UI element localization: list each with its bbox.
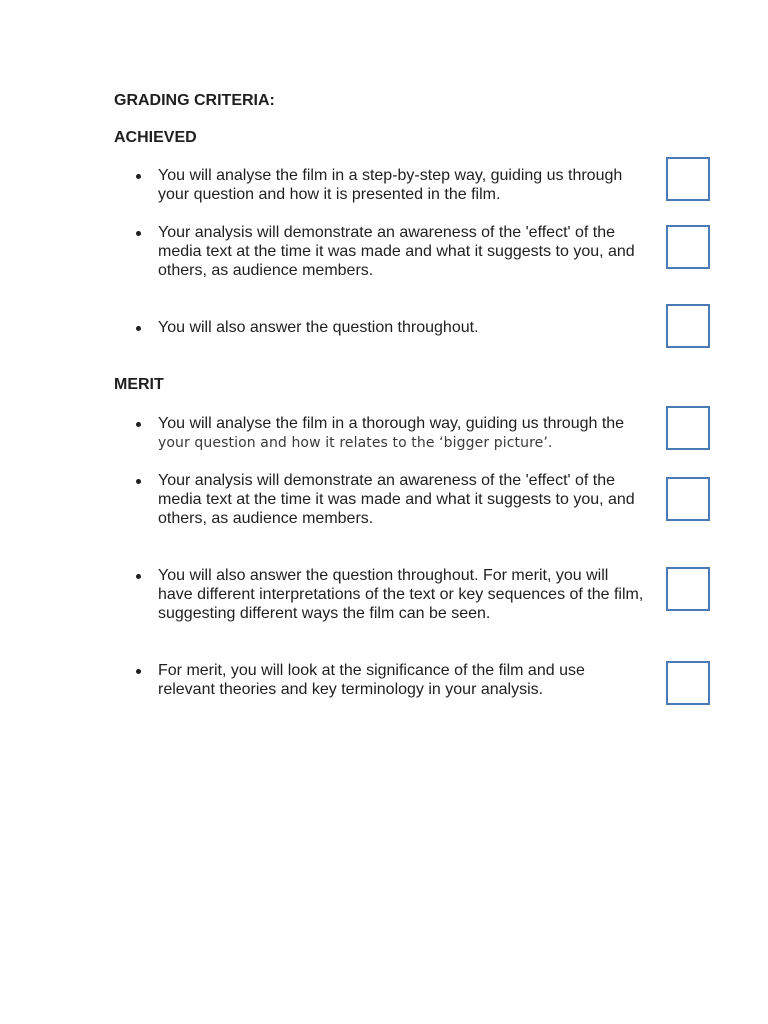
document-title: GRADING CRITERIA: [114, 92, 275, 109]
criterion-line: others, as audience members. [158, 262, 374, 280]
bullet-icon [136, 231, 141, 236]
bullet-icon [136, 422, 141, 427]
section-heading-achieved: ACHIEVED [114, 129, 197, 146]
criterion-line: You will also answer the question throughout. [158, 319, 479, 336]
criterion-text [158, 471, 658, 529]
checkbox-merit-1[interactable] [666, 406, 710, 450]
checkbox-merit-3[interactable] [666, 567, 710, 611]
bullet-icon [136, 669, 141, 674]
checkbox-achieved-2[interactable] [666, 225, 710, 269]
criterion-text [158, 661, 658, 699]
criterion-text [158, 318, 658, 337]
section-heading-merit: MERIT [114, 376, 164, 393]
criterion-line: others, as audience members. [158, 510, 374, 528]
checkbox-achieved-3[interactable] [666, 304, 710, 348]
criterion-text [158, 166, 658, 204]
criterion-line: Your analysis will demonstrate an awareness of the 'effect' of the [158, 472, 616, 489]
criterion-line: For merit, you will look at the significance of the film and use [158, 662, 585, 679]
criterion-line: media text at the time it was made and what it suggests to you, and [158, 243, 635, 261]
criterion-line: have different interpretations of the text or key sequences of the film, [158, 586, 644, 604]
criterion-line: You will analyse the film in a step-by-step way, guiding us through [158, 167, 623, 184]
checkbox-achieved-1[interactable] [666, 157, 710, 201]
criterion-line: your question and how it is presented in the film. [158, 186, 501, 204]
criterion-line: media text at the time it was made and what it suggests to you, and [158, 491, 635, 509]
criterion-line: suggesting different ways the film can be seen. [158, 605, 491, 623]
criterion-line: Your analysis will demonstrate an awareness of the 'effect' of the [158, 224, 616, 241]
criterion-text [158, 223, 658, 281]
checkbox-merit-4[interactable] [666, 661, 710, 705]
criterion-line: relevant theories and key terminology in your analysis. [158, 681, 544, 699]
criterion-line: You will analyse the film in a thorough way, guiding us through the [158, 415, 625, 432]
criterion-text [158, 414, 658, 453]
checkbox-merit-2[interactable] [666, 477, 710, 521]
criterion-line: You will also answer the question throughout. For merit, you will [158, 567, 609, 584]
bullet-icon [136, 326, 141, 331]
bullet-icon [136, 479, 141, 484]
bullet-icon [136, 574, 141, 579]
criterion-text [158, 566, 658, 624]
criterion-line: your question and how it relates to the ‘bigger picture’. [158, 435, 553, 452]
bullet-icon [136, 174, 141, 179]
